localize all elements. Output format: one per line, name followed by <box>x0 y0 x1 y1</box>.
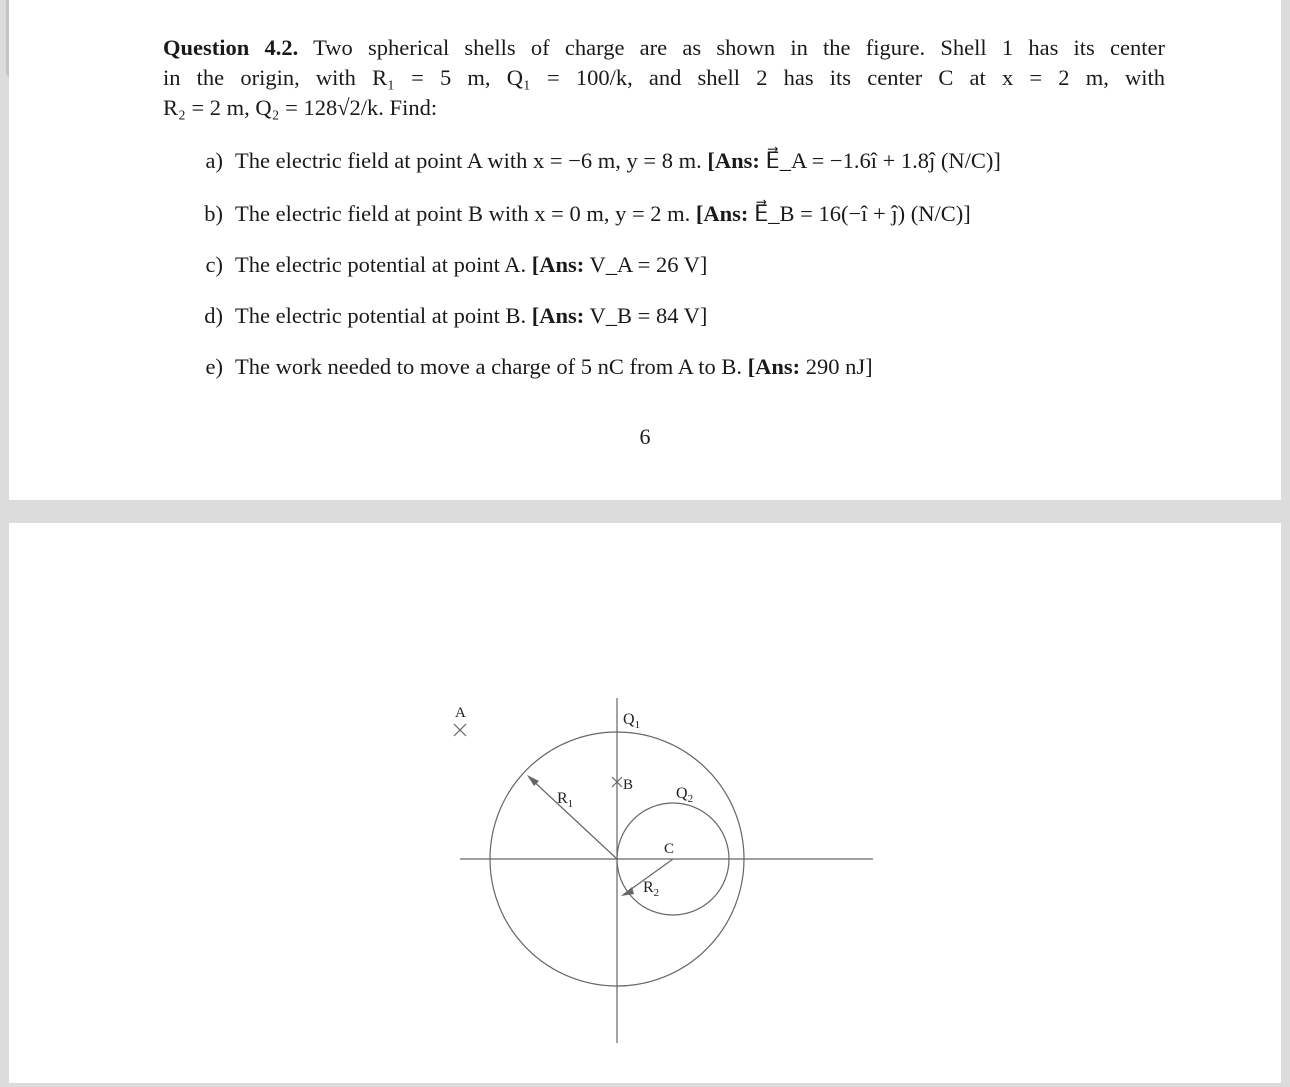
sub-question-e: e) The work needed to move a charge of 5 nC from A to B. [Ans: 290 nJ] <box>205 354 873 379</box>
sub-question-b: b) The electric field at point B with x = 0 m, y = 2 m. [Ans: E⃗_B = 16(−î + ĵ) (N/C)] <box>204 201 971 226</box>
sub-question-d: d) The electric potential at point B. [Ans: V_B = 84 V] <box>204 303 708 328</box>
question-paragraph <box>163 33 1165 123</box>
document-page-7 <box>9 523 1281 1083</box>
label-r1: $R_1$ <box>557 790 574 810</box>
label-b: B <box>623 777 634 793</box>
question-title: Question 4.2. <box>163 35 299 60</box>
label-c: C <box>664 841 675 857</box>
sub-question-a: a) The electric field at point A with x = −6 m, y = 8 m. [Ans: E⃗_A = −1.6î + 1.8ĵ (N/C)] <box>205 148 1001 173</box>
question-line-3: R₂ = 2 m, Q₂ = 128√2/k. Find: <box>163 95 438 120</box>
r1-radius-line <box>529 777 617 859</box>
page-number: 6 <box>639 424 651 449</box>
label-q2: $Q_2$ <box>676 785 694 805</box>
question-line-1: Question 4.2. Two spherical shells of charge are as shown in the figure. Shell 1 has its center <box>163 35 1165 60</box>
sub-question-c: c) The electric potential at point A. [Ans: V_A = 26 V] <box>205 252 708 277</box>
question-line-2: in the origin, with R₁ = 5 m, Q₁ = 100/k, and shell 2 has its center C at x = 2 m, with <box>163 65 1165 90</box>
label-r2: $R_2$ <box>643 879 660 899</box>
label-a: A <box>455 705 466 721</box>
document-page-6 <box>9 0 1281 500</box>
r2-arrowhead <box>621 887 634 896</box>
label-q1: $Q_1$ <box>623 711 641 731</box>
shells-figure <box>9 523 1281 1083</box>
